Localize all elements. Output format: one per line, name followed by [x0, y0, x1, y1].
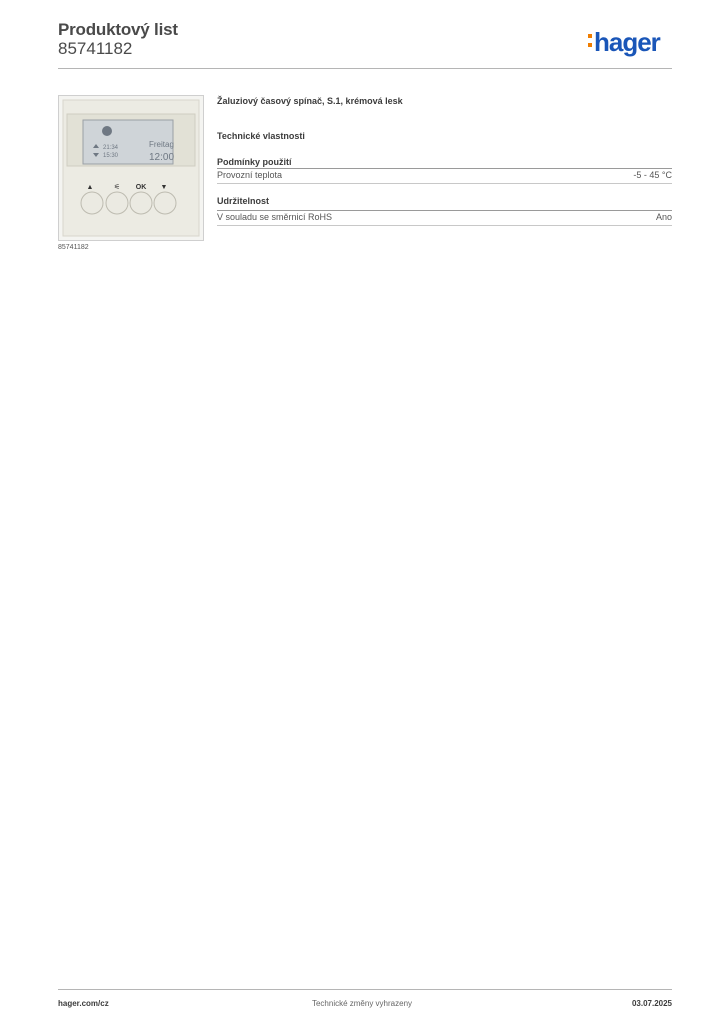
spec-row: [217, 168, 672, 184]
spec-label: Provozní teplota: [217, 170, 283, 180]
device-button-3: [130, 192, 152, 214]
device-button-1: [81, 192, 103, 214]
display-time-3: 12:00: [149, 152, 175, 163]
product-number: 85741182: [58, 39, 133, 58]
display-day: Freitag: [149, 140, 174, 149]
image-caption: 85741182: [58, 244, 89, 251]
section-title-sustainability: Udržitelnost: [217, 196, 270, 206]
clock-icon: [102, 126, 112, 136]
display-time-1: 21:34: [103, 145, 119, 151]
product-name: Žaluziový časový spínač, S.1, krémová lesk: [217, 96, 403, 106]
footer-note: Technické změny vyhrazeny: [311, 999, 413, 1008]
footer-date: 03.07.2025: [631, 999, 672, 1008]
header-divider: [58, 68, 672, 69]
spec-value: -5 - 45 °C: [633, 170, 672, 180]
display-time-2: 15:30: [103, 153, 119, 159]
timer-switch-illustration: [59, 96, 203, 240]
logo-dots: [588, 34, 592, 52]
spec-row: [217, 210, 672, 226]
button-label-1: ▲: [86, 184, 94, 191]
page-title: Produktový list: [58, 20, 178, 39]
logo-text: hager: [594, 27, 660, 57]
product-image: [58, 95, 204, 241]
hager-logo: [594, 28, 660, 56]
button-label-3: OK: [135, 184, 147, 191]
footer-website-link[interactable]: hager.com/cz: [58, 999, 109, 1008]
button-label-2: ⚟: [113, 184, 121, 191]
spec-heading: Technické vlastnosti: [217, 131, 305, 141]
button-label-4: ▼: [160, 184, 168, 191]
device-button-2: [106, 192, 128, 214]
spec-value: Ano: [655, 212, 672, 222]
footer-divider: [58, 989, 672, 990]
device-button-4: [154, 192, 176, 214]
spec-label: V souladu se směrnicí RoHS: [217, 212, 333, 222]
section-title-usage: Podmínky použití: [217, 157, 292, 167]
